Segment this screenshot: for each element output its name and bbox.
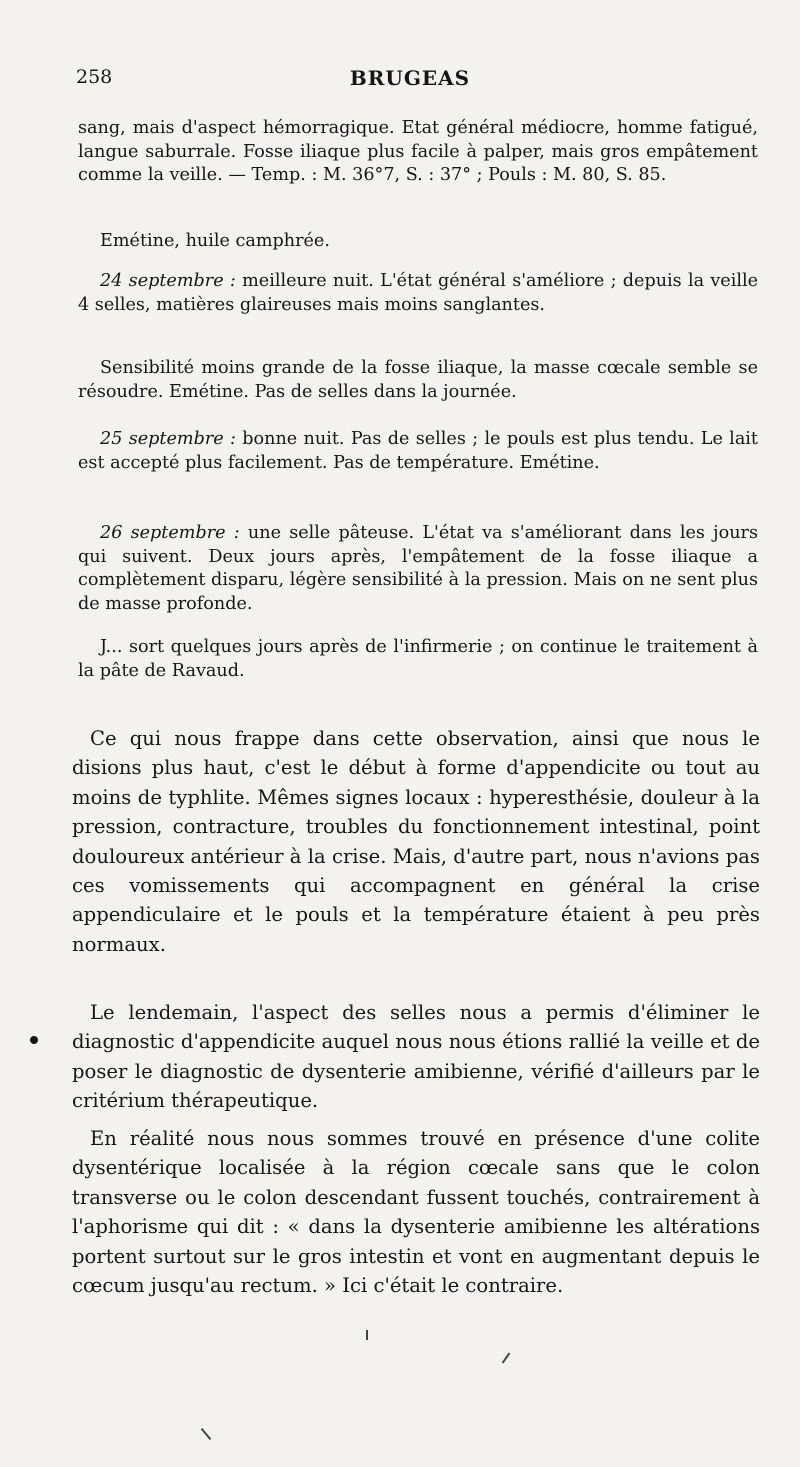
discussion-block-1 [72,724,760,959]
discussion-block-3 [72,1124,760,1300]
entry-text: meilleure nuit. L'état général s'améliore ; depuis la veille 4 selles, matières glaireuses mais moins sanglantes. [78,271,759,315]
stray-mark [502,1353,511,1364]
discussion-paragraph-1: Ce qui nous frappe dans cette observation, ainsi que nous le disions plus haut, c'est le début à forme d'appendicite ou tout au moins de typhlite. Mêmes signes locaux : hyperesthésie, douleur à la pression, contracture, troubles du fonctionnement intestinal, point douloureux antérieur à la crise. Mais, d'autre part, nous n'avions pas ces vomissements qui accompagnent en général la crise appendiculaire et le pouls et la température étaient à peu près normaux. [72,727,760,956]
entry-text: une selle pâteuse. L'état va s'améliorant dans les jours qui suivent. Deux jours après, l'empâtement de la fosse iliaque a complètement disparu, légère sensibilité à la pression. Mais on ne sent plus de masse profonde. [78,523,758,614]
page-header [60,66,760,96]
observation-block-1 [78,117,758,188]
entry-date: 26 septembre : [100,523,240,543]
observation-block-3 [78,270,758,317]
entry-date: 25 septembre : [100,429,236,449]
observation-paragraph-2: Emétine, huile camphrée. [100,231,330,251]
observation-block-4 [78,357,758,404]
observation-block-6 [78,522,758,616]
observation-entry-25-septembre [78,428,758,475]
entry-date: 24 septembre : [100,271,236,291]
observation-paragraph-7: J... sort quelques jours après de l'infirmerie ; on continue le traitement à la pâte de Ravaud. [78,637,758,681]
page-number: 258 [76,66,113,88]
stray-mark [201,1428,212,1440]
observation-paragraph-1: sang, mais d'aspect hémorragique. Etat général médiocre, homme fatigué, langue saburrale. Fosse iliaque plus facile à palper, mais gros empâtement comme la veille. — Temp. : M. 36°7, S. : 37° ; Pouls : M. 80, S. 85. [78,118,758,186]
margin-dot [30,1036,38,1044]
observation-block-5 [78,428,758,475]
observation-entry-24-septembre [78,270,758,317]
entry-text: bonne nuit. Pas de selles ; le pouls est plus tendu. Le lait est accepté plus facilement. Pas de température. Emétine. [78,429,759,473]
observation-block-7 [78,636,758,683]
running-title: BRUGEAS [349,66,471,90]
discussion-block-2 [72,998,760,1116]
stray-mark [366,1330,368,1340]
discussion-paragraph-3: En réalité nous nous sommes trouvé en présence d'une colite dysentérique localisée à la région cœcale sans que le colon transverse ou le colon descendant fussent touchés, contrairement à l'aphorisme qui dit : « dans la dysenterie amibienne les altérations portent surtout sur le gros intestin et vont en augmentant depuis le cœcum jusqu'au rectum. » Ici c'était le contraire. [72,1127,760,1298]
observation-block-2 [78,230,758,254]
observation-entry-26-septembre [78,522,758,616]
discussion-paragraph-2: Le lendemain, l'aspect des selles nous a permis d'éliminer le diagnostic d'appendicite auquel nous nous étions rallié la veille et de poser le diagnostic de dysenterie amibienne, vérifié d'ailleurs par le critérium thérapeutique. [72,1001,760,1113]
observation-paragraph-4: Sensibilité moins grande de la fosse iliaque, la masse cœcale semble se résoudre. Emétine. Pas de selles dans la journée. [78,358,758,402]
